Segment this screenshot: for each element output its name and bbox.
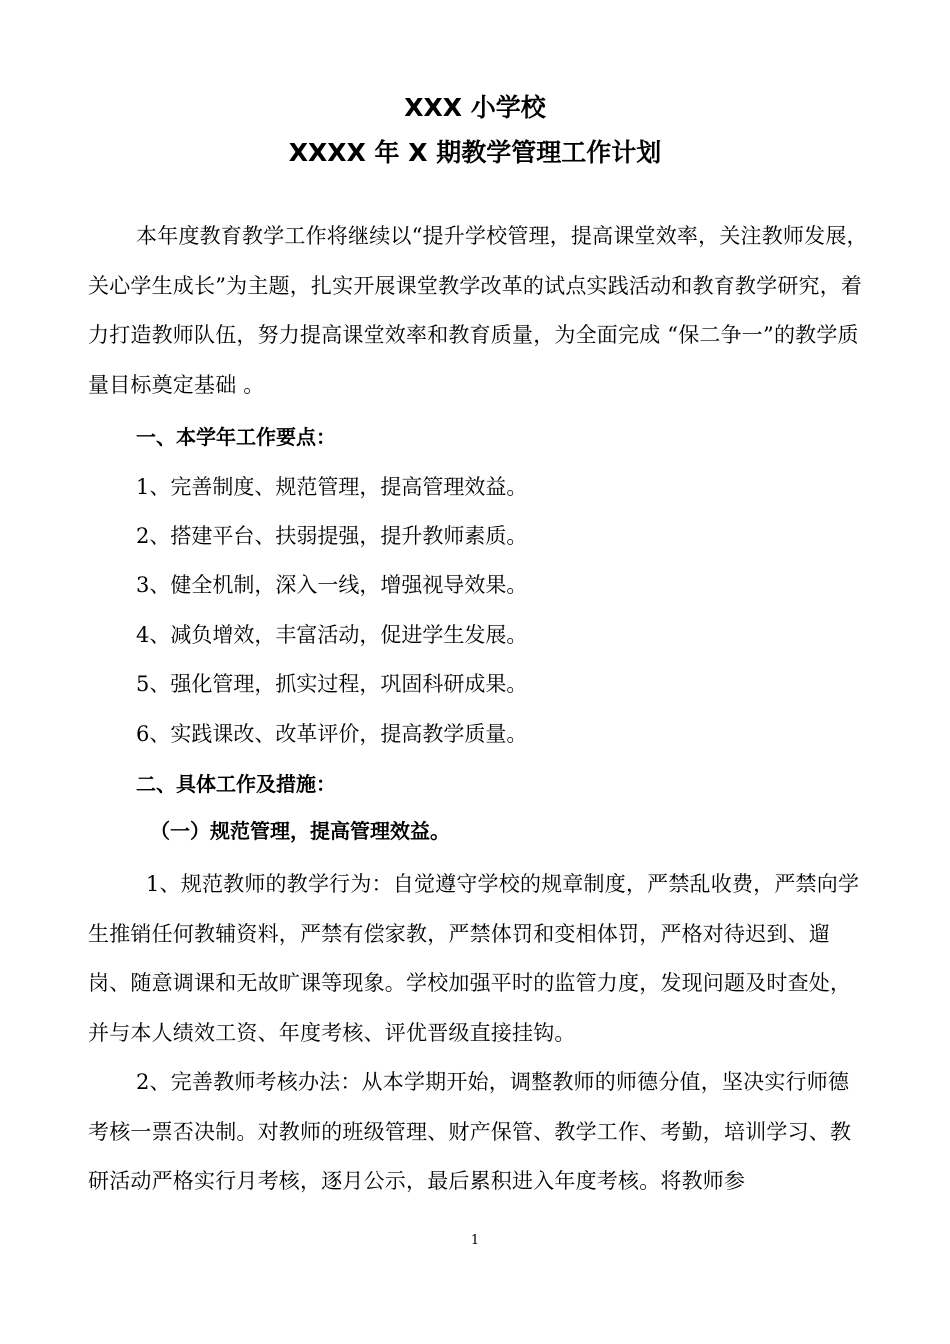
intro-paragraph: 本年度教育教学工作将继续以“提升学校管理，提高课堂效率，关注教师发展，关心学生成长”为主题，扎实开展课堂教学改革的试点实践活动和教育教学研究，着力打造教师队伍，努力提高课堂效率和教育质量，为全面完成 “保二争一”的教学质量目标奠定基础 。 bbox=[88, 224, 868, 397]
section2-paragraph-1: 1、规范教师的教学行为：自觉遵守学校的规章制度，严禁乱收费，严禁向学生推销任何教辅资料，严禁有偿家教，严禁体罚和变相体罚，严格对待迟到、遛岗、随意调课和无故旷课等现象。学校加强平时的监管力度，发现问题及时查处，并与本人绩效工资、年度考核、评优晋级直接挂钩。 bbox=[88, 872, 860, 1045]
document-title-school: XXX 小学校 bbox=[404, 93, 546, 122]
section1-heading: 一、本学年工作要点： bbox=[136, 425, 336, 449]
section2-heading: 二、具体工作及措施： bbox=[136, 772, 336, 796]
section2-subheading: （一）规范管理，提高管理效益。 bbox=[150, 819, 450, 843]
section1-item-3: 3、健全机制，深入一线，增强视导效果。 bbox=[136, 573, 528, 597]
section2-paragraph-2: 2、完善教师考核办法：从本学期开始，调整教师的师德分值，坚决实行师德考核一票否决制。对教师的班级管理、财产保管、教学工作、考勤，培训学习、教研活动严格实行月考核，逐月公示，最后累积进入年度考核。将教师参 bbox=[88, 1070, 852, 1193]
section1-item-6: 6、实践课改、改革评价，提高教学质量。 bbox=[136, 722, 528, 746]
section1-item-1: 1、完善制度、规范管理，提高管理效益。 bbox=[136, 475, 528, 499]
document-title-plan: XXXX 年 X 期教学管理工作计划 bbox=[288, 138, 662, 167]
page-number: 1 bbox=[470, 1233, 480, 1248]
section1-item-4: 4、减负增效，丰富活动，促进学生发展。 bbox=[136, 623, 528, 647]
section1-item-2: 2、搭建平台、扶弱提强，提升教师素质。 bbox=[136, 524, 528, 548]
section1-item-5: 5、强化管理，抓实过程，巩固科研成果。 bbox=[136, 672, 528, 696]
